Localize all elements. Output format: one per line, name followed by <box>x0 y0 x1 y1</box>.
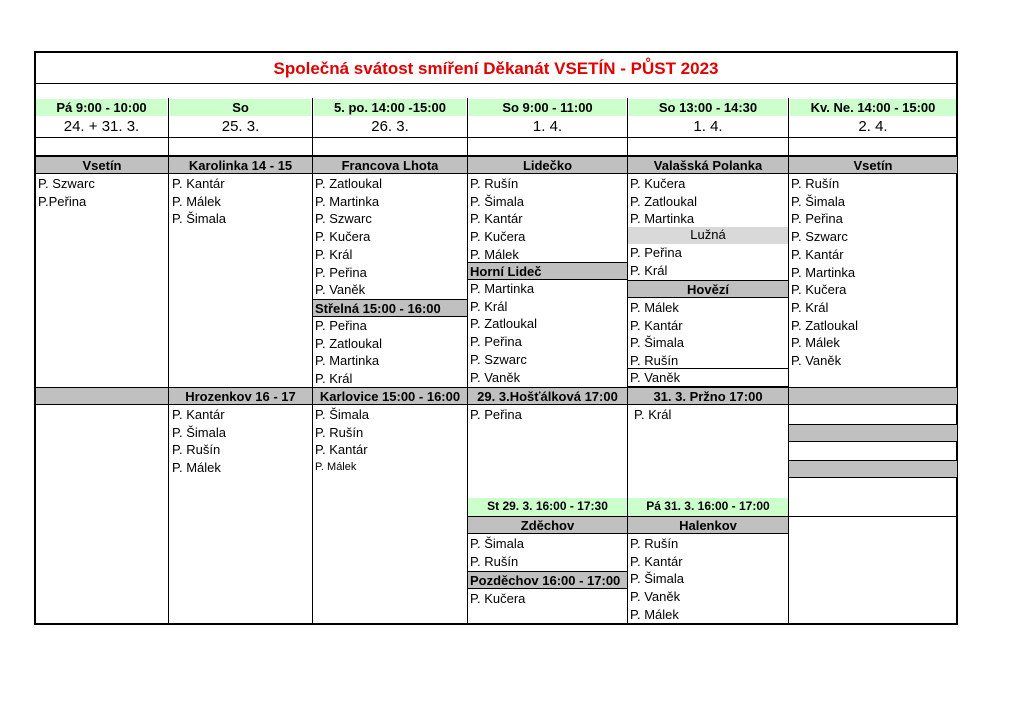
location-header: Halenkov <box>627 516 789 534</box>
priest-name: P. Šimala <box>630 335 684 351</box>
priest-name: P. Szwarc <box>470 351 527 367</box>
priest-name: P. Kantár <box>172 176 225 191</box>
date-cell: 1. 4. <box>693 118 723 135</box>
priest-name: P. Málek <box>470 246 519 262</box>
location-header: 31. 3. Pržno 17:00 <box>627 387 789 405</box>
highlight-cell <box>627 368 789 387</box>
col-divider <box>312 98 313 625</box>
priest-name: P. Rušín <box>630 536 679 551</box>
location-header: Lidečko <box>467 156 628 174</box>
row-divider <box>788 516 958 517</box>
priest-name: P. Málek <box>172 460 221 476</box>
priest-name: P. Rušín <box>172 442 221 458</box>
priest-name: P. Kučera <box>791 282 847 298</box>
priest-name: P. Peřina <box>315 318 367 333</box>
name-list <box>630 175 786 228</box>
priest-name: P. Zatloukal <box>630 193 697 209</box>
priest-name: P. Vaněk <box>791 353 842 369</box>
name-list <box>470 406 625 424</box>
priest-name: P. Vaněk <box>315 282 366 298</box>
col-divider <box>788 98 789 625</box>
name-list <box>172 406 310 477</box>
priest-name: P. Peřina <box>630 245 682 260</box>
priest-name: P. Kučera <box>630 176 686 191</box>
priest-name: P. Rušín <box>470 176 519 191</box>
name-list <box>315 317 465 388</box>
priest-name: P. Szwarc <box>315 211 372 227</box>
col-divider <box>467 98 468 625</box>
time-header: St 29. 3. 16:00 - 17:30 <box>468 498 627 516</box>
priest-name: P. Šimala <box>791 193 845 209</box>
priest-name: P. Martinka <box>630 211 695 227</box>
priest-name: P. Martinka <box>315 193 380 209</box>
priest-name: P. Rušín <box>630 353 679 369</box>
priest-name: P. Peřina <box>791 211 843 227</box>
location-header: 29. 3.Hošťálková 17:00 <box>467 387 628 405</box>
priest-name: P. Král <box>315 371 353 387</box>
day-header: Pá 9:00 - 10:00 <box>36 99 167 116</box>
location-header: Vsetín <box>35 156 169 174</box>
priest-name: P. Málek <box>315 461 357 474</box>
priest-name: P. Zatloukal <box>470 316 537 332</box>
section-bar <box>788 460 958 478</box>
priest-name: P. Král <box>470 298 508 314</box>
location-header: Hrozenkov 16 - 17 <box>168 387 313 405</box>
name-list <box>630 535 786 624</box>
priest-name: P. Kantár <box>172 407 225 422</box>
location-header: Hovězí <box>627 280 789 298</box>
priest-name: P. Král <box>791 299 829 315</box>
priest-name: P. Martinka <box>470 281 535 296</box>
priest-name: P. Šimala <box>172 424 226 440</box>
priest-name: P. Kantár <box>315 442 368 458</box>
priest-name: P. Peřina <box>470 407 522 422</box>
priest-name: P. Málek <box>630 300 679 315</box>
priest-name: P. Málek <box>172 193 221 209</box>
name-list <box>470 280 625 386</box>
name-list <box>470 175 625 264</box>
priest-name: P. Kučera <box>315 229 371 245</box>
name-list <box>791 175 955 370</box>
priest-name: P. Král <box>315 246 353 262</box>
priest-name: P. Vaněk <box>630 370 681 385</box>
location-header: Vsetín <box>788 156 958 174</box>
time-header: Pá 31. 3. 16:00 - 17:00 <box>628 498 788 516</box>
priest-name: P. Szwarc <box>38 176 95 191</box>
priest-name: P. Zatloukal <box>791 317 858 333</box>
priest-name: P. Šimala <box>630 571 684 587</box>
location-header: Valašská Polanka <box>627 156 789 174</box>
priest-name: P. Vaněk <box>630 589 681 605</box>
day-header: 5. po. 14:00 -15:00 <box>314 99 466 116</box>
location-header: Lužná <box>628 227 788 244</box>
priest-name: P. Rušín <box>470 553 519 569</box>
row-divider <box>35 137 957 138</box>
priest-name: P. Zatloukal <box>315 176 382 191</box>
date-cell: 26. 3. <box>371 118 409 135</box>
section-bar <box>788 424 958 442</box>
priest-name: P. Kučera <box>470 229 526 245</box>
priest-name: P. Zatloukal <box>315 335 382 351</box>
name-list <box>470 535 625 570</box>
name-list <box>172 175 310 228</box>
priest-name: P. Peřina <box>315 264 367 280</box>
priest-name: P. Martinka <box>315 353 380 369</box>
date-cell: 1. 4. <box>532 118 563 135</box>
name-list <box>470 590 625 608</box>
location-header: Pozděchov 16:00 - 17:00 <box>467 571 628 589</box>
name-list <box>630 299 786 370</box>
priest-name: P. Kantár <box>470 211 523 227</box>
priest-name: P. Kučera <box>470 591 526 606</box>
priest-name: P. Kantár <box>630 317 683 333</box>
priest-name: P. Kantár <box>791 246 844 262</box>
col-divider <box>627 98 628 625</box>
col-divider <box>168 98 169 625</box>
priest-name: P. Šimala <box>470 536 524 551</box>
title-divider <box>35 83 957 84</box>
section-bar <box>788 387 958 405</box>
priest-name: P. Szwarc <box>791 229 848 245</box>
page-title: Společná svátost smíření Děkanát VSETÍN - PŮST 2023 <box>273 59 719 78</box>
date-cell: 25. 3. <box>221 118 260 135</box>
location-header: Střelná 15:00 - 16:00 <box>312 299 468 317</box>
priest-name: P. Rušín <box>315 424 364 440</box>
priest-name: P. Král <box>634 407 672 422</box>
priest-name: P. Vaněk <box>470 369 521 385</box>
priest-name: P. Král <box>630 262 668 278</box>
priest-name: P. Peřina <box>470 334 522 350</box>
location-header: Horní Lideč <box>467 262 628 280</box>
location-header: Karolinka 14 - 15 <box>168 156 313 174</box>
location-header: Karlovice 15:00 - 16:00 <box>312 387 468 405</box>
day-header: So 9:00 - 11:00 <box>469 99 626 116</box>
name-list <box>315 406 465 477</box>
priest-name: P. Martinka <box>791 264 856 280</box>
priest-name: P. Rušín <box>791 176 840 191</box>
priest-name: P. Šimala <box>470 193 524 209</box>
priest-name: P. Kantár <box>630 553 683 569</box>
priest-name: P.Peřina <box>38 193 87 209</box>
priest-name: P. Málek <box>791 335 840 351</box>
date-cell: 24. + 31. 3. <box>63 118 140 135</box>
location-header: Zděchov <box>467 516 628 534</box>
name-list <box>634 406 786 424</box>
name-list <box>630 244 786 279</box>
day-header: So 13:00 - 14:30 <box>629 99 787 116</box>
day-header: So <box>170 99 311 116</box>
day-header: Kv. Ne. 14:00 - 15:00 <box>790 99 956 116</box>
section-bar <box>35 387 169 405</box>
priest-name: P. Šimala <box>172 211 226 227</box>
date-cell: 2. 4. <box>858 118 888 135</box>
name-list <box>38 175 166 210</box>
priest-name: P. Šimala <box>315 407 369 422</box>
name-list <box>315 175 465 299</box>
priest-name: P. Málek <box>630 606 679 622</box>
location-header: Francova Lhota <box>312 156 468 174</box>
